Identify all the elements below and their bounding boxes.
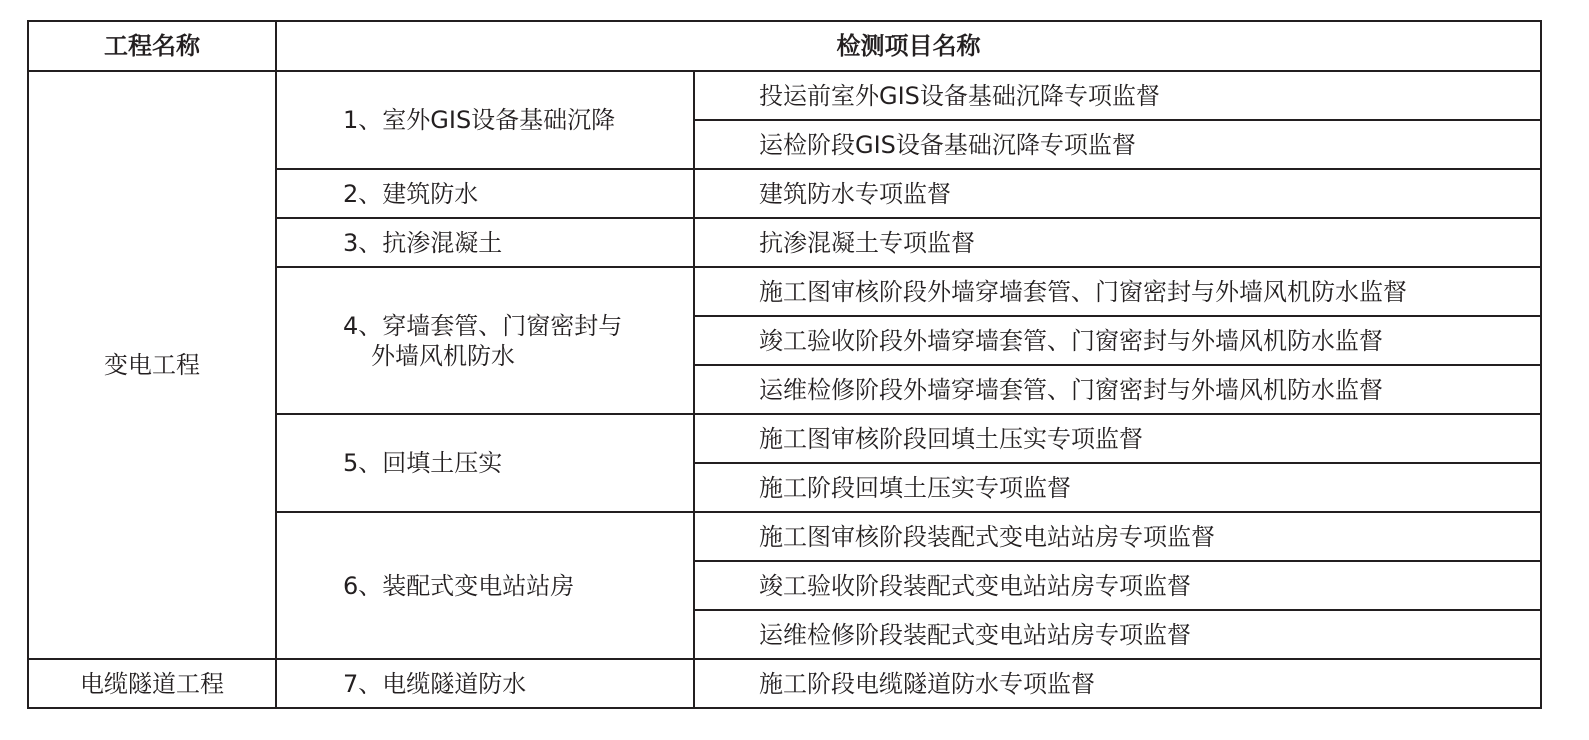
- header-project-name: 工程名称: [28, 21, 276, 71]
- sub-item-cell: 施工阶段电缆隧道防水专项监督: [694, 659, 1541, 708]
- item-cell: [276, 267, 694, 414]
- item-label-line1: 4、穿墙套管、门窗密封与: [343, 311, 623, 340]
- sub-item-cell: 投运前室外GIS设备基础沉降专项监督: [694, 71, 1541, 120]
- item-cell: 5、回填土压实: [276, 414, 694, 512]
- item-label-line2: 外墙风机防水: [371, 341, 515, 370]
- project-cell: 变电工程: [28, 71, 276, 659]
- table-header-row: [28, 21, 1541, 71]
- header-item-name: 检测项目名称: [276, 21, 1541, 71]
- sub-item-cell: 运维检修阶段装配式变电站站房专项监督: [694, 610, 1541, 659]
- sub-item-cell: 施工图审核阶段装配式变电站站房专项监督: [694, 512, 1541, 561]
- sub-item-cell: 竣工验收阶段外墙穿墙套管、门窗密封与外墙风机防水监督: [694, 316, 1541, 365]
- table-row: [28, 71, 1541, 120]
- sub-item-cell: 施工图审核阶段回填土压实专项监督: [694, 414, 1541, 463]
- item-cell: 7、电缆隧道防水: [276, 659, 694, 708]
- sub-item-cell: 施工图审核阶段外墙穿墙套管、门窗密封与外墙风机防水监督: [694, 267, 1541, 316]
- table-row: [28, 659, 1541, 708]
- sub-item-cell: 建筑防水专项监督: [694, 169, 1541, 218]
- sub-item-cell: 抗渗混凝土专项监督: [694, 218, 1541, 267]
- item-cell: 1、室外GIS设备基础沉降: [276, 71, 694, 169]
- inspection-items-table: [27, 20, 1542, 709]
- item-cell: 6、装配式变电站站房: [276, 512, 694, 659]
- sub-item-cell: 运检阶段GIS设备基础沉降专项监督: [694, 120, 1541, 169]
- sub-item-cell: 施工阶段回填土压实专项监督: [694, 463, 1541, 512]
- item-cell: 2、建筑防水: [276, 169, 694, 218]
- sub-item-cell: 竣工验收阶段装配式变电站站房专项监督: [694, 561, 1541, 610]
- sub-item-cell: 运维检修阶段外墙穿墙套管、门窗密封与外墙风机防水监督: [694, 365, 1541, 414]
- item-cell: 3、抗渗混凝土: [276, 218, 694, 267]
- project-cell: 电缆隧道工程: [28, 659, 276, 708]
